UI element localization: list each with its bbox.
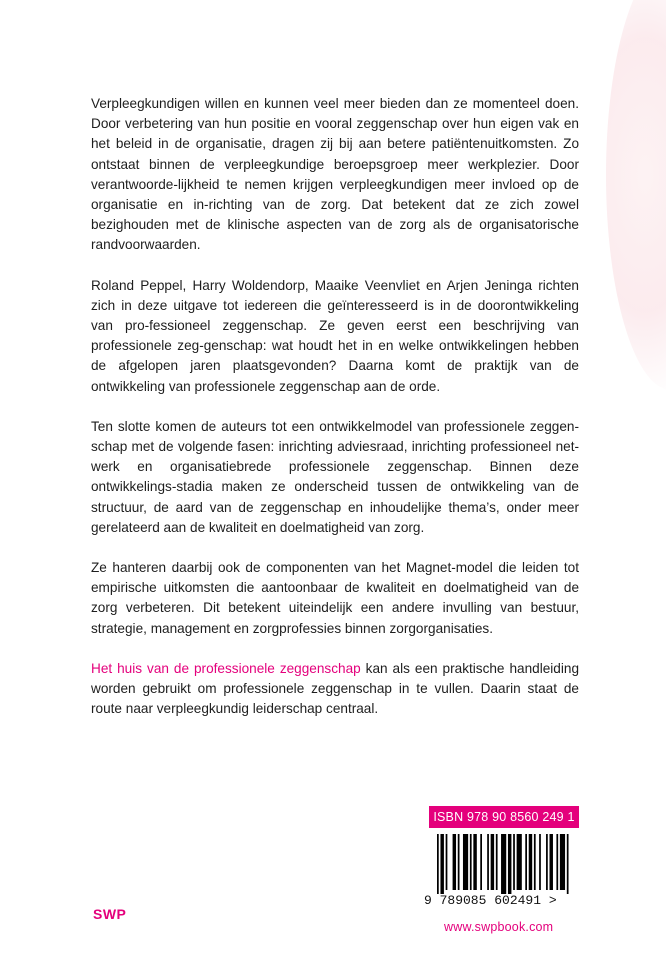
barcode-bar <box>470 834 472 890</box>
paragraph-5 <box>91 659 579 720</box>
barcode-bar <box>513 834 515 890</box>
paragraph-3: Ten slotte komen de auteurs tot een ontwikkelmodel van professionele zeggen-schap met de volgende fasen: inrichting adviesraad, inrichting professioneel net-werk en organisatiebrede professionele zeggenschap. Binnen deze ontwikkelings-stadia maken ze onderscheid tussen de ontwikkeling van de structuur, de aard van de zeggenschap en inhoudelijke thema’s, onder meer gerelateerd aan de kwaliteit en doelmatigheid van zorg. <box>91 418 579 535</box>
paragraph-2: Roland Peppel, Harry Woldendorp, Maaike Veenvliet en Arjen Jeninga richten zich in deze uitgave tot iedereen die geïnteresseerd is in de doorontwikkeling van pro-fessioneel zeggenschap. Ze geven eerst een beschrijving van professionele zeg-genschap: wat houdt het in en welke ontwikkelingen hebben de afgelopen jaren plaatsgevonden? Daarna komt de praktijk van de ontwikkeling van professionele zeggenschap aan de orde. <box>91 277 579 394</box>
barcode-bar <box>567 834 569 894</box>
barcode-bar <box>491 834 494 890</box>
barcode-bar <box>508 834 511 894</box>
paragraph-5-text: kan als een praktische handleiding worden gebruikt om professionele zeggenschap in te vullen. Daarin staat de route naar verpleegkundig leiderschap centraal. <box>91 660 580 717</box>
publisher-website: www.swpbook.com <box>444 920 554 934</box>
barcode-digits: 9 789085 602491 > <box>424 893 557 908</box>
book-title-highlight: Het huis van de professionele zeggenschap <box>91 660 361 676</box>
barcode-bar <box>480 834 482 890</box>
paragraph-4: Ze hanteren daarbij ook de componenten van het Magnet-model die leiden tot empirische uitkomsten die aantoonbaar de kwaliteit en doelmatigheid van de zorg verbeteren. Dit betekent uiteindelijk een andere invulling van bestuur, strategie, management en zorgprofessies binnen zorgorganisaties. <box>91 560 579 636</box>
barcode-bar <box>440 834 443 894</box>
barcode-bar <box>463 834 468 890</box>
barcode-bar <box>496 834 498 890</box>
barcode-bar <box>525 834 527 890</box>
barcode-image <box>437 834 572 894</box>
barcode-bar <box>487 834 489 890</box>
back-cover-text <box>91 94 579 739</box>
barcode-bar <box>550 834 553 890</box>
barcode-bar <box>529 834 532 890</box>
barcode-bar <box>458 834 460 890</box>
barcode-bar <box>453 834 456 890</box>
decorative-corner-shape <box>606 0 666 390</box>
barcode-bar <box>546 834 548 890</box>
barcode-bar <box>446 834 448 890</box>
isbn-label: ISBN 978 90 8560 249 1 <box>429 806 579 828</box>
barcode-bar <box>517 834 522 890</box>
barcode-bar <box>501 834 506 894</box>
barcode-bar <box>437 834 439 894</box>
barcode-bar <box>534 834 536 890</box>
barcode-bar <box>473 834 476 890</box>
barcode-bar <box>560 834 565 890</box>
barcode-bar <box>556 834 558 890</box>
barcode-bar <box>539 834 541 890</box>
paragraph-1: Verpleegkundigen willen en kunnen veel meer bieden dan ze momenteel doen. Door verbetering van hun positie en vooral zeggenschap over hun eigen vak en het beleid in de organisatie, dragen zij bij aan betere patiëntenuitkomsten. Zo ontstaat binnen de verpleegkundige beroepsgroep meer werkplezier. Door verantwoorde-lijkheid te nemen krijgen verpleegkundigen meer invloed op de organisatie en in-richting van de zorg. Dat betekent dat ze zich zowel bezighouden met de klinische aspecten van de zorg als de organisatorische randvoorwaarden. <box>91 96 579 253</box>
publisher-logo: SWP <box>93 906 127 922</box>
